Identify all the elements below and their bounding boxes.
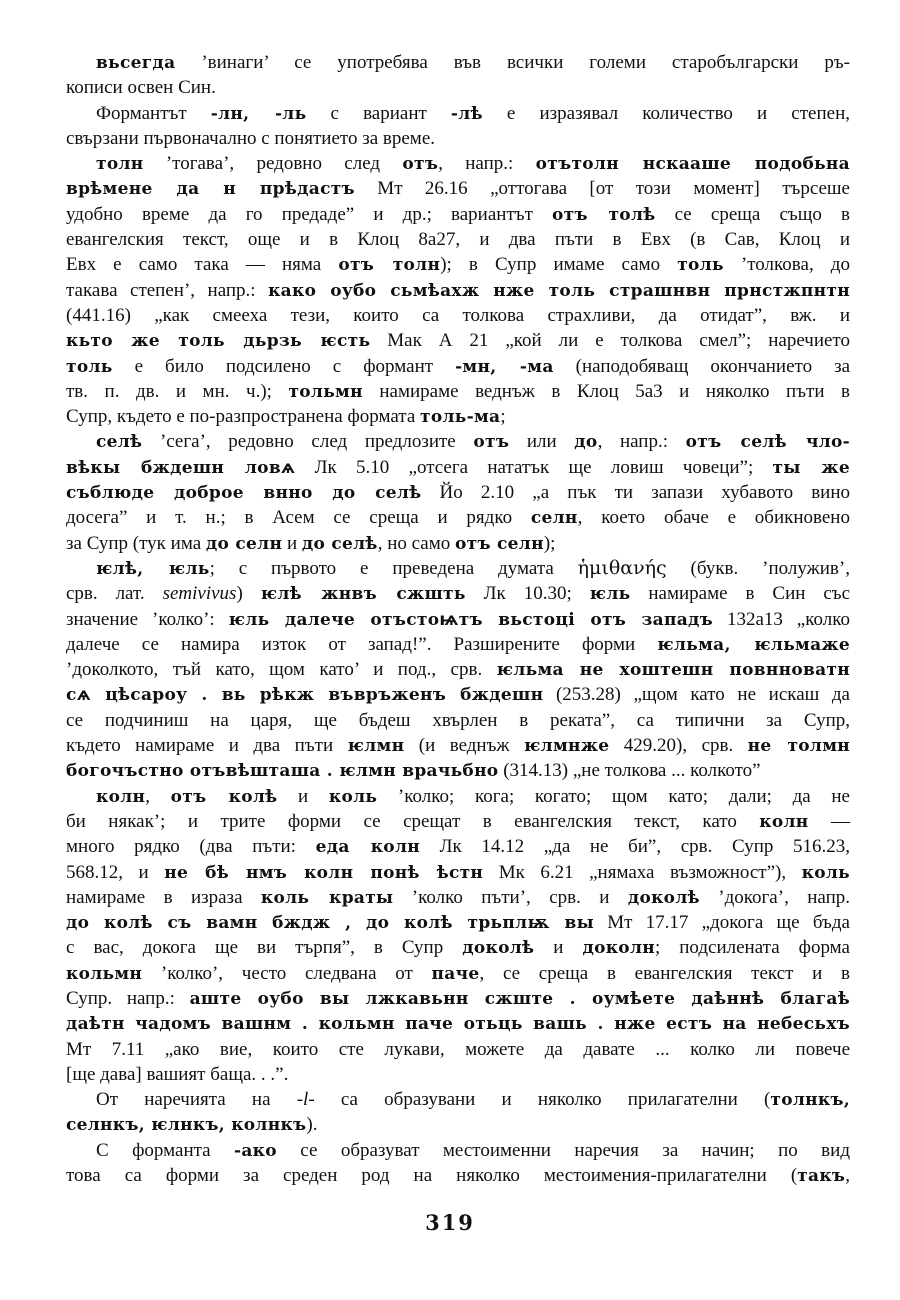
old-slavonic-text: до селѣ	[301, 533, 378, 554]
text-line	[66, 885, 850, 910]
text-line	[66, 1087, 850, 1112]
text-line	[66, 758, 850, 783]
old-slavonic-text: не бѣ нмъ колн понѣ ѣстн	[164, 862, 484, 883]
old-slavonic-text: отътолн нскааше подобьна	[535, 154, 850, 175]
body-text: ; подсилената форма	[654, 937, 850, 959]
old-slavonic-text: до колѣ съ вамн бждж , до колѣ трьплѭ вы	[66, 913, 594, 934]
body-text: ’докога’, напр.	[699, 886, 850, 908]
body-text: е било подсилено с формант	[112, 355, 456, 377]
text-line	[66, 278, 850, 303]
old-slavonic-text: ѥлмн	[347, 736, 405, 757]
old-slavonic-text: отъ толѣ	[552, 204, 656, 225]
text-line	[66, 227, 850, 252]
text-line	[66, 682, 850, 707]
text-line	[66, 126, 850, 151]
body-text: ’колко; кога; когато; щом като; дали; да не	[377, 785, 850, 807]
text-block	[66, 50, 850, 1188]
body-text: Мт 7.11 „ако вие, които сте лукави, можете да давате ... колко ли повече	[66, 1038, 850, 1060]
italic-latin-text: l	[303, 1089, 309, 1111]
body-text: Лк 5.10 „отсега нататък ще ловиш човеци”;	[295, 456, 773, 478]
page-number: 319	[425, 1210, 475, 1235]
body-text: би някак’; и трите форми се срещат в евангелския текст, като	[66, 810, 760, 832]
body-text: за Супр (тук има	[66, 532, 206, 554]
old-slavonic-text: вьсегда	[96, 53, 176, 73]
old-slavonic-text: отъ	[402, 154, 439, 175]
body-text: свързани първоначално с понятието за време.	[66, 127, 436, 149]
old-slavonic-text: ты же	[772, 457, 850, 478]
body-text: ;	[500, 406, 506, 428]
old-slavonic-text: колн	[96, 786, 146, 807]
body-text: От наречията на -	[96, 1089, 304, 1111]
old-slavonic-text: отъ селн	[454, 533, 544, 554]
text-line	[66, 1011, 850, 1036]
text-line	[66, 1062, 850, 1087]
old-slavonic-text: даѣтн чадомъ вашнм . кольмн паче отьць вашь . нже естъ на небесьхъ	[66, 1014, 850, 1035]
body-text: и	[282, 532, 302, 554]
body-text: евангелския текст, още и в Клоц 8а27, и два пъти в Евх (в Сав, Клоц и	[66, 229, 850, 251]
body-text: , но само	[377, 532, 455, 554]
old-slavonic-text: доколн	[582, 938, 655, 959]
old-slavonic-text: селѣ	[96, 432, 143, 453]
old-slavonic-text: доколѣ	[462, 938, 535, 959]
text-line	[66, 151, 850, 176]
greek-text: ἡμιθανής	[577, 556, 667, 579]
body-text: се подчиниш на царя, ще бъдеш хвърлен в реката”, са типични за Супр,	[66, 709, 850, 731]
body-text: тв. п. дв. и мн. ч.);	[66, 380, 289, 402]
old-slavonic-text: съблюде доброе внно до селѣ	[66, 483, 422, 504]
old-slavonic-text: аште оубо вы лжкавьнн сжште . оумѣете даѣннѣ благаѣ	[189, 988, 850, 1009]
text-line	[66, 404, 850, 429]
body-text: намираме веднъж в Клоц 5а3 и няколко пъти в	[362, 380, 850, 402]
body-text: Супр. напр.:	[66, 987, 190, 1009]
old-slavonic-text: кольмн	[66, 963, 143, 984]
text-line	[66, 632, 850, 657]
body-text: Евх е само така — няма	[66, 254, 339, 276]
body-text: ’колко пъти’, срв. и	[393, 886, 628, 908]
text-line	[66, 556, 850, 581]
old-slavonic-text: отъ колѣ	[170, 786, 278, 807]
body-text: удобно време да го предаде” и др.; вариантът	[66, 203, 553, 225]
body-text: 132а13 „колко	[713, 608, 850, 630]
old-slavonic-text: колн	[759, 811, 809, 832]
text-line	[66, 607, 850, 632]
text-line	[66, 252, 850, 277]
text-line	[66, 531, 850, 556]
body-text: ’колко’, често следвана от	[142, 962, 432, 984]
body-text: - са образувани и няколко прилагателни (	[308, 1089, 771, 1111]
text-line	[66, 834, 850, 859]
body-text: ’тогава’, редовно след	[143, 153, 403, 175]
body-text: или	[509, 431, 575, 453]
body-text: ); в Супр имаме само	[440, 254, 678, 276]
old-slavonic-text: толнкъ,	[770, 1090, 850, 1111]
body-text: );	[543, 532, 556, 554]
old-slavonic-text: толн	[96, 154, 144, 175]
body-text: , се среща в евангелския текст и в	[479, 962, 851, 984]
old-slavonic-text: -ако	[234, 1140, 277, 1161]
body-text: с вас, докога ще ви търпя”, в Супр	[66, 937, 463, 959]
old-slavonic-text: отъ толн	[338, 255, 441, 276]
body-text: ,	[845, 1165, 850, 1187]
text-line	[66, 101, 850, 126]
body-text: (314.13) „не толкова ... колкото”	[498, 760, 761, 782]
text-line	[66, 809, 850, 834]
body-text: 429.20), срв.	[609, 735, 748, 757]
body-text: намираме в израза	[66, 886, 261, 908]
body-text: с вариант	[306, 102, 451, 124]
old-slavonic-text: -лѣ	[450, 103, 483, 124]
body-text: далече се намира изток от запад!”. Разширените форми	[66, 633, 658, 655]
old-slavonic-text: до	[574, 432, 598, 453]
text-line	[66, 935, 850, 960]
body-text: ’толкова, до	[723, 254, 850, 276]
body-text: това са форми за среден род на няколко местоимения-прилагателни (	[66, 1165, 798, 1187]
old-slavonic-text: ѥльма не хоштешн повнноватн	[496, 660, 850, 681]
old-slavonic-text: такъ	[797, 1166, 846, 1187]
body-text: Мт 17.17 „докога ще бъда	[593, 912, 850, 934]
old-slavonic-text: ѥль	[589, 584, 631, 605]
old-slavonic-text: не толмн	[747, 736, 851, 757]
body-text: такава степен’, напр.:	[66, 279, 269, 301]
body-text: (наподобяващ окончанието за	[553, 355, 851, 377]
text-line	[66, 505, 850, 530]
old-slavonic-text: толь	[66, 356, 113, 377]
body-text: Мак А 21 „кой ли е толкова смел”; наречието	[370, 330, 850, 352]
body-text: ’винаги’ се употребява във всички големи старобългарски ръ-	[175, 52, 850, 73]
body-text: Формантът	[96, 102, 211, 124]
old-slavonic-text: до селн	[205, 533, 283, 554]
old-slavonic-text: отъ	[473, 432, 510, 453]
body-text: кописи освен Син.	[66, 77, 216, 99]
text-line	[66, 657, 850, 682]
body-text: Йо 2.10 „а пък ти запази хубавото вино	[421, 482, 850, 504]
old-slavonic-text: -лн, -ль	[210, 103, 307, 124]
old-slavonic-text: кьто же толь дьрзь ѥсть	[66, 331, 371, 352]
body-text: ).	[306, 1114, 318, 1136]
text-line	[66, 1112, 850, 1137]
body-text: (букв. ’полужив’,	[666, 557, 850, 579]
old-slavonic-text: сѧ цѣсароу . вь рѣкж въвръженъ бждешн	[66, 685, 544, 706]
old-slavonic-text: -мн, -ма	[455, 356, 554, 377]
body-text: , което обаче е обикновено	[577, 507, 850, 529]
body-text: Лк 14.12 „да не би”, срв. Супр 516.23,	[419, 836, 851, 858]
text-line	[66, 480, 850, 505]
text-line	[66, 176, 850, 201]
body-text: намираме в Син със	[630, 583, 851, 605]
old-slavonic-text: ѥлмнже	[524, 736, 610, 757]
old-slavonic-text: вѣкы бждешн ловѧ	[66, 457, 296, 478]
text-line	[66, 1163, 850, 1188]
body-text: много рядко (два пъти:	[66, 836, 316, 858]
old-slavonic-text: отъ селѣ чло-	[685, 432, 850, 453]
old-slavonic-text: коль	[328, 786, 378, 807]
body-text: досега” и т. н.; в Асем се среща и рядко	[66, 507, 531, 529]
body-text: където намираме и два пъти	[66, 735, 348, 757]
body-text: —	[808, 810, 850, 832]
text-line	[66, 860, 850, 885]
text-line	[66, 379, 850, 404]
body-text: (253.28) „щом като не искаш да	[543, 684, 850, 706]
text-line	[66, 75, 850, 100]
old-slavonic-text: толь	[677, 255, 724, 276]
text-line	[66, 354, 850, 379]
old-slavonic-text: ѥлѣ жнвъ сжшть	[260, 584, 466, 605]
old-slavonic-text: како оубо сьмѣахж нже толь страшнвн прнстжпнтн	[268, 280, 850, 301]
text-line	[66, 986, 850, 1011]
body-text: е изразявал количество и степен,	[482, 102, 850, 124]
text-line	[66, 50, 850, 75]
old-slavonic-text: ѥль далече отъстоѩтъ вьстоці отъ западъ	[228, 609, 714, 630]
body-text: )	[236, 583, 261, 605]
old-slavonic-text: тольмн	[288, 381, 363, 402]
body-text: Лк 10.30;	[465, 583, 590, 605]
old-slavonic-text: паче	[431, 963, 480, 984]
old-slavonic-text: ѥльма, ѥльмаже	[657, 634, 850, 655]
body-text: Супр, където е по-разпространена формата	[66, 406, 421, 428]
body-text: Мт 26.16 „оттогава [от този момент] търсеше	[354, 178, 850, 200]
old-slavonic-text: селнкъ, ѥлнкъ, колнкъ	[66, 1115, 307, 1136]
old-slavonic-text: коль	[801, 862, 850, 883]
body-text: 568.12, и	[66, 861, 165, 883]
body-text: срв. лат.	[66, 583, 163, 605]
body-text: (441.16) „как смееха тези, които са толкова страхливи, да отидат”, вж. и	[66, 304, 850, 326]
text-line	[66, 1138, 850, 1163]
body-text: [ще дава] вашият баща. . .”.	[66, 1063, 289, 1085]
body-text: значение ’колко’:	[66, 608, 229, 630]
body-text: и	[277, 785, 329, 807]
body-text: ; с първото е преведена думата	[209, 557, 578, 579]
body-text: Мк 6.21 „нямаха възможност”),	[483, 861, 802, 883]
old-slavonic-text: богочъстно отъвѣшташа . ѥлмн врачьбно	[66, 761, 499, 782]
old-slavonic-text: селн	[530, 508, 578, 529]
body-text: (и веднъж	[404, 735, 524, 757]
old-slavonic-text: врѣмене да н прѣдастъ	[66, 179, 355, 200]
text-line	[66, 581, 850, 606]
text-line	[66, 202, 850, 227]
text-line	[66, 910, 850, 935]
body-text: , напр.:	[438, 153, 536, 175]
body-text: се среща също в	[655, 203, 850, 225]
body-text: , напр.:	[597, 431, 686, 453]
old-slavonic-text: толь-ма	[420, 407, 501, 428]
text-line	[66, 961, 850, 986]
italic-latin-text: semivivus	[162, 583, 237, 605]
text-line	[66, 429, 850, 454]
text-line	[66, 303, 850, 328]
text-line	[66, 784, 850, 809]
body-text: ’доколкото, тъй като, щом като’ и под., срв.	[66, 659, 497, 681]
body-text: и	[534, 937, 583, 959]
old-slavonic-text: коль краты	[260, 887, 394, 908]
body-text: се образуват местоименни наречия за начин; по вид	[276, 1139, 850, 1161]
old-slavonic-text: ѥлѣ, ѥль	[96, 558, 210, 579]
body-text: ,	[145, 785, 171, 807]
body-text: С форманта	[96, 1139, 234, 1161]
text-line	[66, 1037, 850, 1062]
text-line	[66, 708, 850, 733]
body-text: ’сега’, редовно след предлозите	[142, 431, 474, 453]
old-slavonic-text: доколѣ	[627, 887, 700, 908]
text-line	[66, 455, 850, 480]
text-line	[66, 328, 850, 353]
text-line	[66, 733, 850, 758]
old-slavonic-text: еда колн	[315, 837, 420, 858]
